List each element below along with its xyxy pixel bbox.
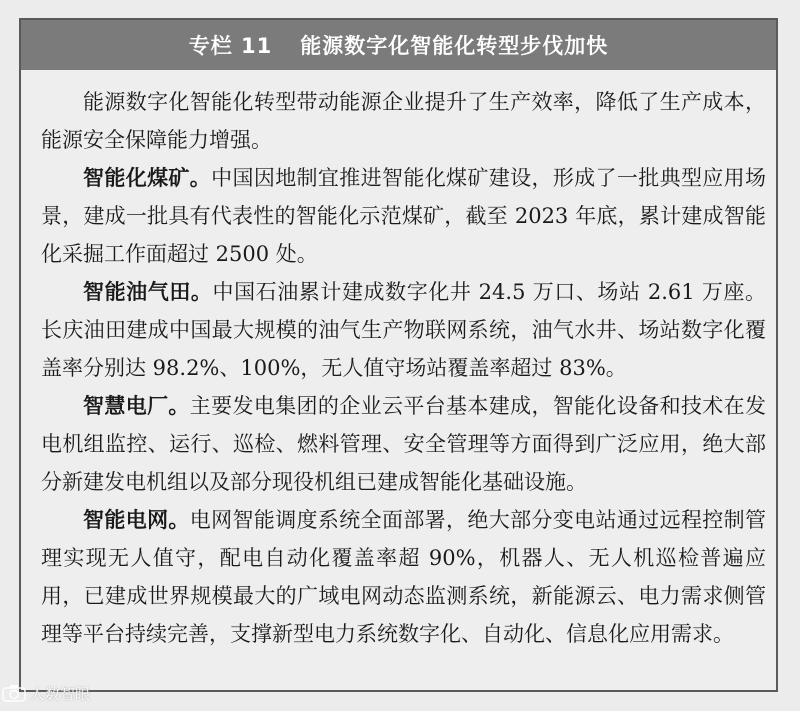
section-lead: 智能油气田。 xyxy=(83,280,213,304)
section-lead: 智能化煤矿。 xyxy=(83,166,212,190)
box-content xyxy=(41,83,766,653)
intro-paragraph: 能源数字化智能化转型带动能源企业提升了生产效率，降低了生产成本，能源安全保障能力增强。 xyxy=(41,90,766,152)
section-coal-mine xyxy=(41,159,766,273)
camera-logo-icon xyxy=(2,684,26,702)
section-oil-gas-field xyxy=(41,273,766,387)
section-lead: 智慧电厂。 xyxy=(83,394,190,418)
section-body: 电网智能调度系统全面部署，绝大部分变电站通过远程控制管理实现无人值守，配电自动化覆盖率超 90%，机器人、无人机巡检普遍应用，已建成世界规模最大的广域电网动态监测系统，新能源云、电力需求侧管理等平台持续完善，支撑新型电力系统数字化、自动化、信息化应用需求。 xyxy=(41,508,767,646)
section-body: 中国石油累计建成数字化井 24.5 万口、场站 2.61 万座。长庆油田建成中国最大规模的油气生产物联网系统，油气水井、场站数字化覆盖率分别达 98.2%、100%，无人值守场站覆盖率超过 83%。 xyxy=(41,280,767,380)
box-title: 能源数字化智能化转型步伐加快 xyxy=(300,34,609,58)
section-smart-power-plant xyxy=(41,387,766,501)
box-header xyxy=(21,20,776,70)
section-smart-grid xyxy=(41,501,766,653)
section-lead: 智能电网。 xyxy=(83,508,190,532)
box-label: 专栏 11 xyxy=(188,34,273,58)
watermark xyxy=(2,681,90,705)
section-body: 中国因地制宜推进智能化煤矿建设，形成了一批典型应用场景，建成一批具有代表性的智能化示范煤矿，截至 2023 年底，累计建成智能化采掘工作面超过 2500 处。 xyxy=(41,166,767,266)
watermark-text: 人数智眼 xyxy=(30,684,91,703)
section-body: 主要发电集团的企业云平台基本建成，智能化设备和技术在发电机组监控、运行、巡检、燃料管理、安全管理等方面得到广泛应用，绝大部分新建发电机组以及部分现役机组已建成智能化基础设施。 xyxy=(41,394,767,494)
sidebar-box xyxy=(19,18,778,692)
